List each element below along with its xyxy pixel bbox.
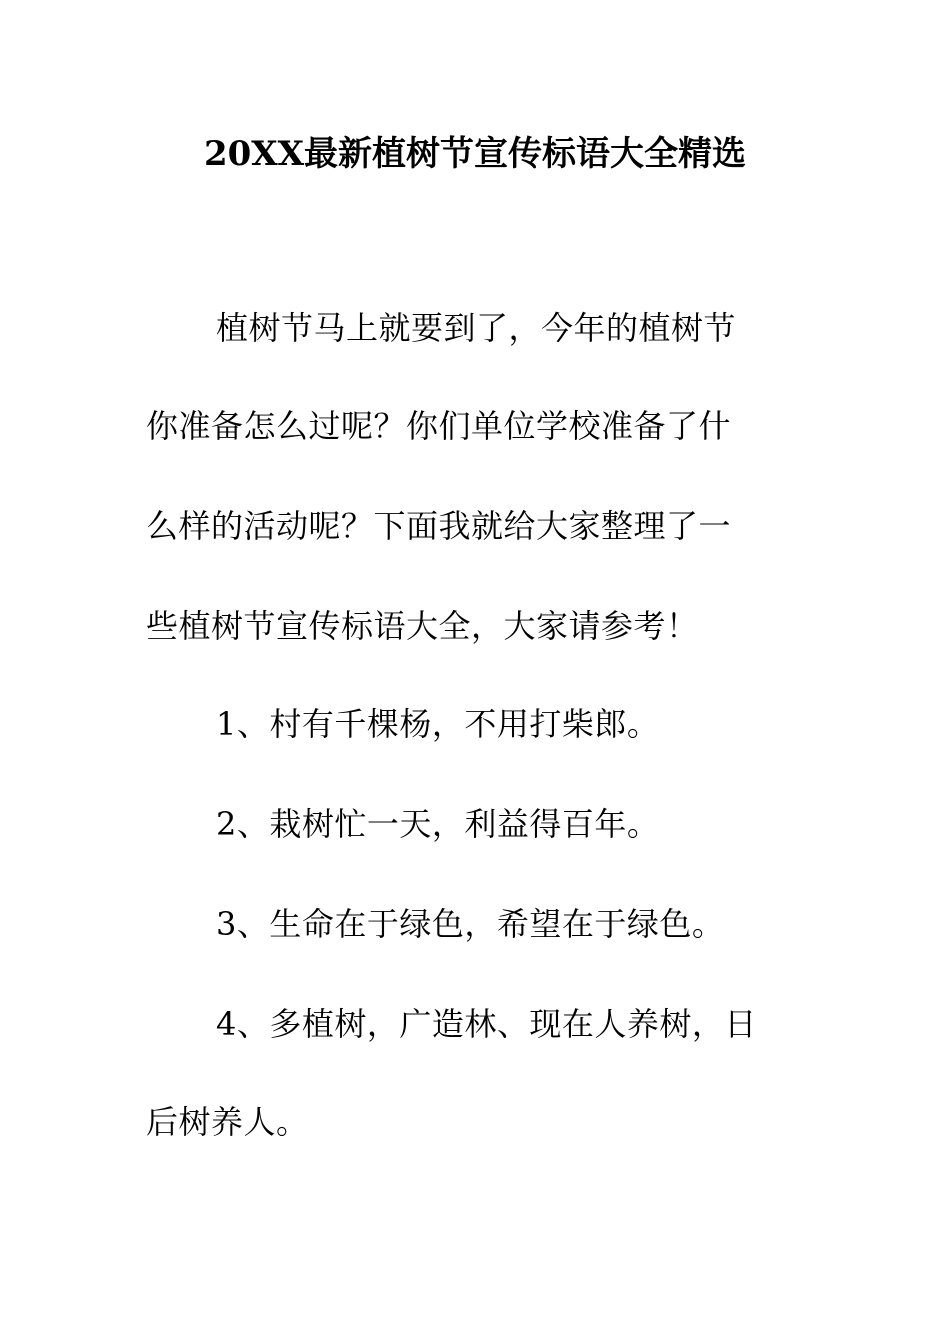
intro-line-4: 些植树节宣传标语大全，大家请参考！ <box>146 607 699 645</box>
intro-line-3: 么样的活动呢？下面我就给大家整理了一 <box>146 507 732 545</box>
slogan-item-3: 3、生命在于绿色，希望在于绿色。 <box>216 905 725 943</box>
slogan-item-4: 4、多植树，广造林、现在人养树，日 <box>216 1005 757 1043</box>
intro-line-2: 你准备怎么过呢？你们单位学校准备了什 <box>146 407 732 445</box>
slogan-item-2: 2、栽树忙一天，利益得百年。 <box>216 805 660 843</box>
document-title: 20XX最新植树节宣传标语大全精选 <box>203 134 747 174</box>
slogan-item-4-continuation: 后树养人。 <box>146 1103 309 1141</box>
slogan-item-1: 1、村有千棵杨，不用打柴郎。 <box>216 705 660 743</box>
intro-line-1: 植树节马上就要到了，今年的植树节 <box>216 309 737 347</box>
